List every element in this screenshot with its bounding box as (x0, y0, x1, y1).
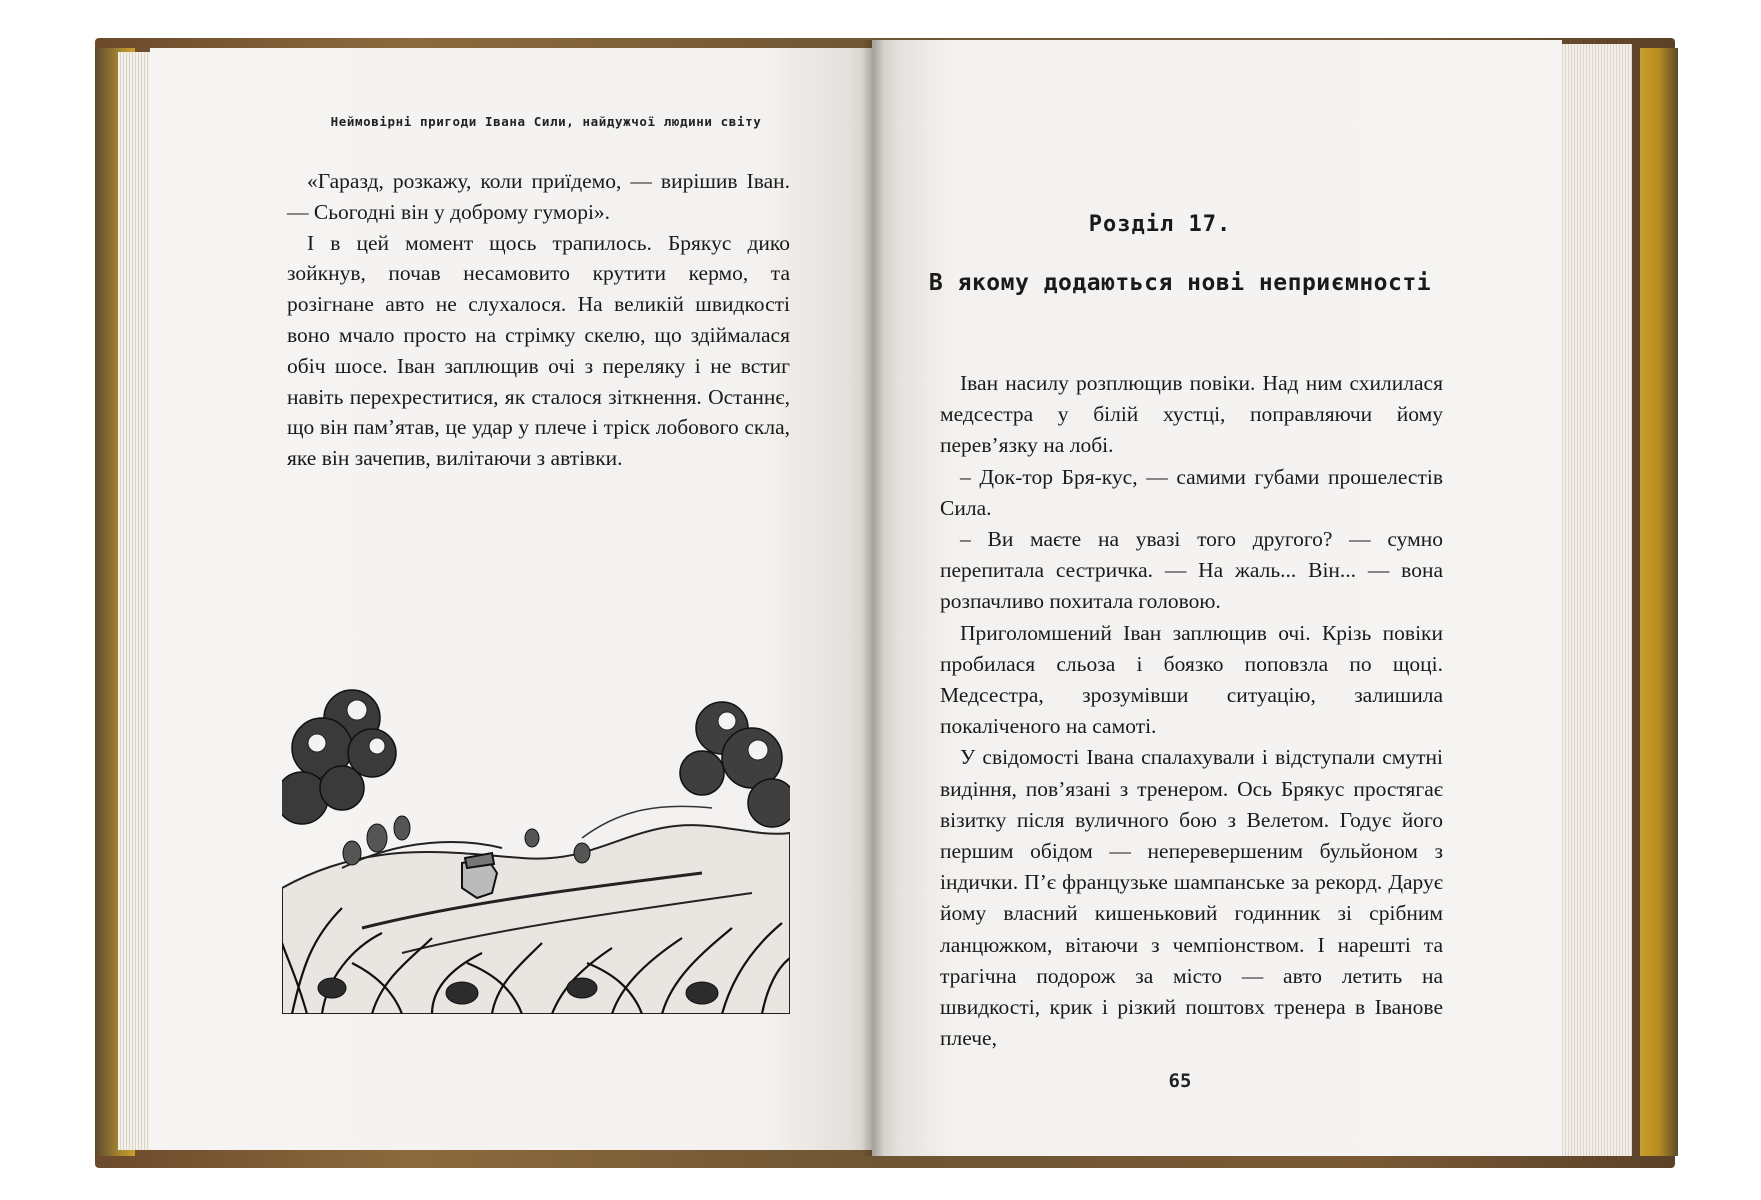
book-gutter (862, 40, 884, 1156)
paragraph: Приголомшений Іван заплющив очі. Крізь повіки пробилася сльоза і боязко поповзла по щоці. Медсестра, зрозумівши ситуацію, залишила покаліченого на самоті. (940, 620, 1443, 739)
book-edge-right (1640, 48, 1678, 1156)
paragraph: І в цей момент щось трапилось. Брякус дико зойкнув, почав несамовито крутити кермо, та розігнане авто не слухалося. На великій швидкості воно мчало просто на стрімку скелю, що здіймалася обіч шосе. Іван заплющив очі з переляку і не встиг навіть перехреститися, як сталося зіткнення. Останнє, що він пам’ятав, це удар у плече і тріск лобового скла, яке він зачепив, вилітаючи з автівки. (287, 230, 790, 471)
left-page-text (287, 166, 790, 474)
paragraph: У свідомості Івана спалахували і відступали смутні видіння, пов’язані з тренером. Ось Брякус простягає візитку після вуличного бою з Велетом. Годує його першим обідом — неперевершеним бульйоном з індички. П’є французьке шампанське за рекорд. Дарує йому власний кишеньковий годинник зі срібним ланцюжком, вітаючи з чемпіонством. І нарешті та трагічна подорож за місто — авто летить на швидкості, крик і різкий поштовх тренера в Іванове плече, (940, 745, 1443, 1051)
paragraph: Іван насилу розплющив повіки. Над ним схилилася медсестра у білій хустці, поправляючи йому перев’язку на лобі. (940, 371, 1443, 458)
paragraph: «Гаразд, розкажу, коли приїдемо, — вирішив Іван. — Сьогодні він у доброму гуморі». (287, 169, 790, 224)
running-head: Неймовірні пригоди Івана Сили, найдужчої людини світу (330, 114, 762, 129)
right-page-text (940, 368, 1443, 1054)
paragraph: – Ви маєте на увазі того другого? — сумно перепитала сестричка. — На жаль... Він... — вона розпачливо похитала головою. (940, 527, 1443, 614)
page-stack-right (1560, 44, 1632, 1156)
chapter-title: В якому додаються нові неприємності (928, 270, 1432, 296)
page-number: 65 (1168, 1070, 1192, 1092)
chapter-number: Розділ 17. (1088, 212, 1232, 237)
paragraph: – Док-тор Бря-кус, — самими губами прошелестів Сила. (940, 464, 1443, 520)
landscape-illustration (282, 688, 790, 1014)
